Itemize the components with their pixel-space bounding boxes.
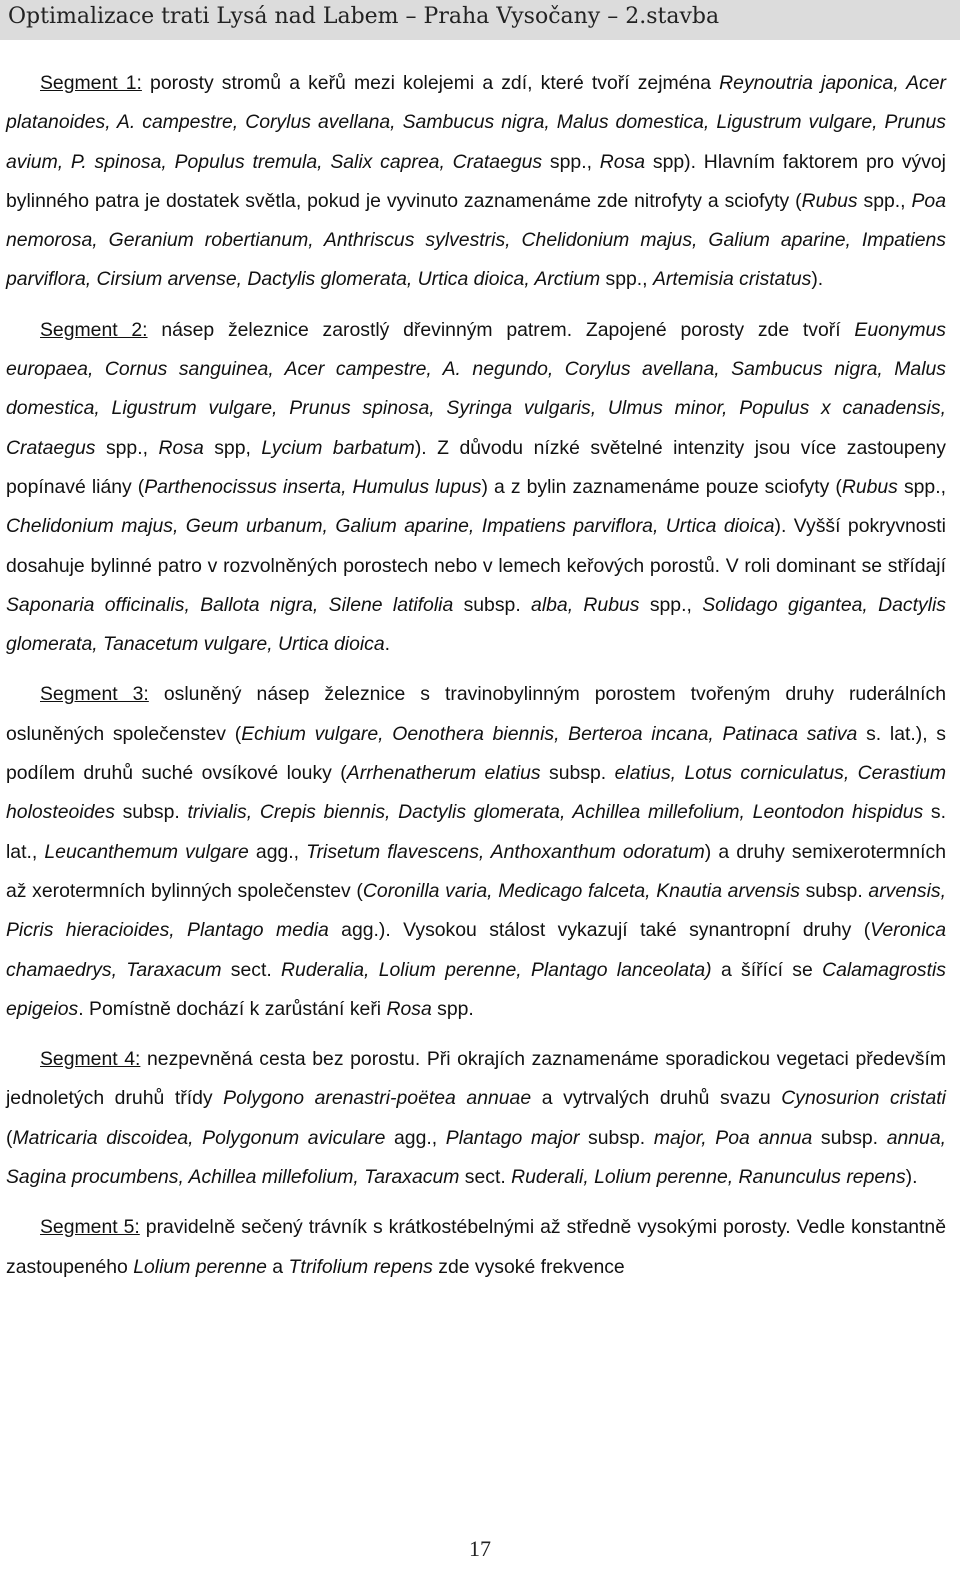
text-run: ( xyxy=(6,1126,13,1149)
segment-label: Segment 2: xyxy=(40,318,148,341)
species-name: Calamagrostis epigeios xyxy=(6,958,947,1020)
species-name: arvensis, Picris hieracioides, Plantago media xyxy=(6,879,947,942)
segment-paragraph xyxy=(6,1208,946,1287)
species-name: Ttrifolium repens xyxy=(288,1255,433,1278)
segment-paragraph xyxy=(6,675,946,1029)
species-name: Solidago gigantea, Dactylis glomerata, Tanacetum vulgare, Urtica dioica xyxy=(6,593,946,656)
text-run: spp). Hlavním faktorem pro vývoj bylinného patra je dostatek světla, pokud je vyvinuto zaznamenáme zde nitrofyty a sciofyty ( xyxy=(6,150,946,212)
species-name: Leucanthemum vulgare xyxy=(44,840,249,863)
species-name: Euonymus europaea, Cornus sanguinea, Acer campestre, A. negundo, Corylus avellana, Sambucus nigra, Malus domestica, Ligustrum vulgare, Prunus spinosa, Syringa vulgaris, Ulmus minor, Populus x canadensis, Crataegus xyxy=(6,318,947,459)
species-name: Artemisia cristatus xyxy=(652,268,812,291)
species-name: Veronica chamaedrys, Taraxacum xyxy=(6,919,946,981)
text-run: ). Vyšší pokryvnosti dosahuje bylinné patro v rozvolněných porostech nebo v lemech keřových porostů. V roli dominant se střídají xyxy=(6,515,946,577)
species-name: Plantago major xyxy=(445,1126,580,1149)
text-run: spp., xyxy=(600,268,653,291)
text-run: pravidelně sečený trávník s krátkostébelnými až středně vysokými porosty. Vedle konstantně zastoupeného xyxy=(6,1216,946,1278)
text-run: ). xyxy=(811,268,824,291)
text-run: . Pomístně dochází k zarůstání keři xyxy=(78,997,387,1020)
species-name: elatius, Lotus corniculatus, Cerastium holosteoides xyxy=(6,762,947,824)
text-run: a xyxy=(266,1255,289,1278)
species-name: Rosa xyxy=(386,997,432,1020)
species-name: Echium vulgare, Oenothera biennis, Berteroa incana, Patinaca sativa xyxy=(241,722,858,745)
text-run: s. lat., xyxy=(6,801,946,863)
text-run: a šířící se xyxy=(711,958,823,981)
text-run: ) a z bylin zaznamenáme pouze sciofyty ( xyxy=(481,475,842,498)
species-name: trivialis, Crepis biennis, Dactylis glomerata, Achillea millefolium, Leontodon hispidus xyxy=(187,801,924,824)
text-run: agg.). Vysokou stálost vykazují také synantropní druhy ( xyxy=(328,919,871,942)
body-text xyxy=(6,64,946,1298)
text-run: agg., xyxy=(248,840,307,863)
segment-label: Segment 4: xyxy=(40,1048,141,1071)
text-run: ). Z důvodu nízké světelné intenzity jsou více zastoupeny popínavé liány ( xyxy=(6,436,946,498)
text-run: násep železnice zarostlý dřevinným patrem. Zapojené porosty zde tvoří xyxy=(147,318,855,341)
species-name: Lolium perenne xyxy=(133,1255,267,1278)
species-name: Matricaria discoidea, Polygonum aviculare xyxy=(12,1126,386,1149)
segment-paragraph xyxy=(6,1040,946,1197)
species-name: Trisetum flavescens, Anthoxanthum odoratum xyxy=(306,840,705,863)
species-name: Saponaria officinalis, Ballota nigra, Silene latifolia xyxy=(6,593,454,616)
text-run: subsp. xyxy=(540,762,615,785)
species-name: Polygono arenastri-poëtea annuae xyxy=(223,1087,532,1110)
text-run: spp, xyxy=(203,436,262,459)
text-run: sect. xyxy=(221,958,282,981)
text-run: sect. xyxy=(459,1166,512,1189)
species-name: Reynoutria japonica, Acer platanoides, A. campestre, Corylus avellana, Sambucus nigra, Malus domestica, Ligustrum vulgare, Prunus avium, P. spinosa, Populus tremula, Salix caprea, Crataegus xyxy=(6,72,946,173)
text-run: spp., xyxy=(897,475,946,498)
segment-label: Segment 5: xyxy=(40,1216,140,1239)
text-run: subsp. xyxy=(799,879,869,902)
species-name: Rubus xyxy=(841,475,898,498)
text-run: ) a druhy semixerotermních až xerotermních bylinných společenstev ( xyxy=(6,840,946,902)
text-run: osluněný násep železnice s travinobylinným porostem tvořeným druhy ruderálních osluněných společenstev ( xyxy=(6,683,946,745)
species-name: Poa nemorosa, Geranium robertianum, Anthriscus sylvestris, Chelidonium majus, Galium aparine, Impatiens parviflora, Cirsium arvense, Dactylis glomerata, Urtica dioica, Arctium xyxy=(6,189,946,291)
text-run: spp., xyxy=(639,593,703,616)
segment-label: Segment 3: xyxy=(40,683,149,706)
species-name: Ruderalia, Lolium perenne, Plantago lanceolata) xyxy=(281,958,712,981)
text-run: spp., xyxy=(857,189,912,212)
text-run: s. lat.), s podílem druhů suché ovsíkové louky ( xyxy=(6,722,947,785)
species-name: Lycium barbatum xyxy=(261,436,415,459)
running-header: Optimalizace trati Lysá nad Labem – Praha Vysočany – 2.stavba xyxy=(0,0,960,40)
segment-paragraph xyxy=(6,64,946,300)
text-run: a vytrvalých druhů svazu xyxy=(531,1087,782,1110)
species-name: Arrhenatherum elatius xyxy=(346,762,541,785)
species-name: Chelidonium majus, Geum urbanum, Galium aparine, Impatiens parviflora, Urtica dioica xyxy=(6,515,775,538)
text-run: spp., xyxy=(95,436,159,459)
text-run: . xyxy=(384,633,391,656)
species-name: annua, Sagina procumbens, Achillea millefolium, Taraxacum xyxy=(6,1126,947,1189)
text-run: ). xyxy=(905,1166,918,1189)
text-run: nezpevněná cesta bez porostu. Při okrajích zaznamenáme sporadickou vegetaci především jednoletých druhů třídy xyxy=(6,1048,947,1110)
text-run: subsp. xyxy=(579,1126,654,1149)
text-run: spp., xyxy=(542,150,600,173)
text-run: spp. xyxy=(431,997,474,1020)
text-run: porosty stromů a keřů mezi kolejemi a zdí, které tvoří zejména xyxy=(141,72,720,94)
text-run: subsp. xyxy=(114,801,188,824)
text-run: subsp. xyxy=(812,1126,887,1149)
text-run: agg., xyxy=(385,1126,446,1149)
species-name: Rosa xyxy=(158,436,204,459)
species-name: Ruderali, Lolium perenne, Ranunculus repens xyxy=(511,1166,906,1189)
species-name: Rubus xyxy=(801,189,858,212)
text-run: zde vysoké frekvence xyxy=(432,1255,625,1278)
segment-paragraph xyxy=(6,311,946,665)
page-number: 17 xyxy=(469,1536,491,1561)
species-name: Cynosurion cristati xyxy=(781,1087,946,1110)
species-name: Rosa xyxy=(599,150,646,173)
segment-label: Segment 1: xyxy=(40,72,142,94)
species-name: Parthenocissus inserta, Humulus lupus xyxy=(144,475,482,498)
text-run: subsp. xyxy=(453,593,532,616)
species-name: major, Poa annua xyxy=(653,1126,813,1149)
species-name: Coronilla varia, Medicago falceta, Knautia arvensis xyxy=(362,879,800,902)
species-name: alba, Rubus xyxy=(531,593,640,616)
